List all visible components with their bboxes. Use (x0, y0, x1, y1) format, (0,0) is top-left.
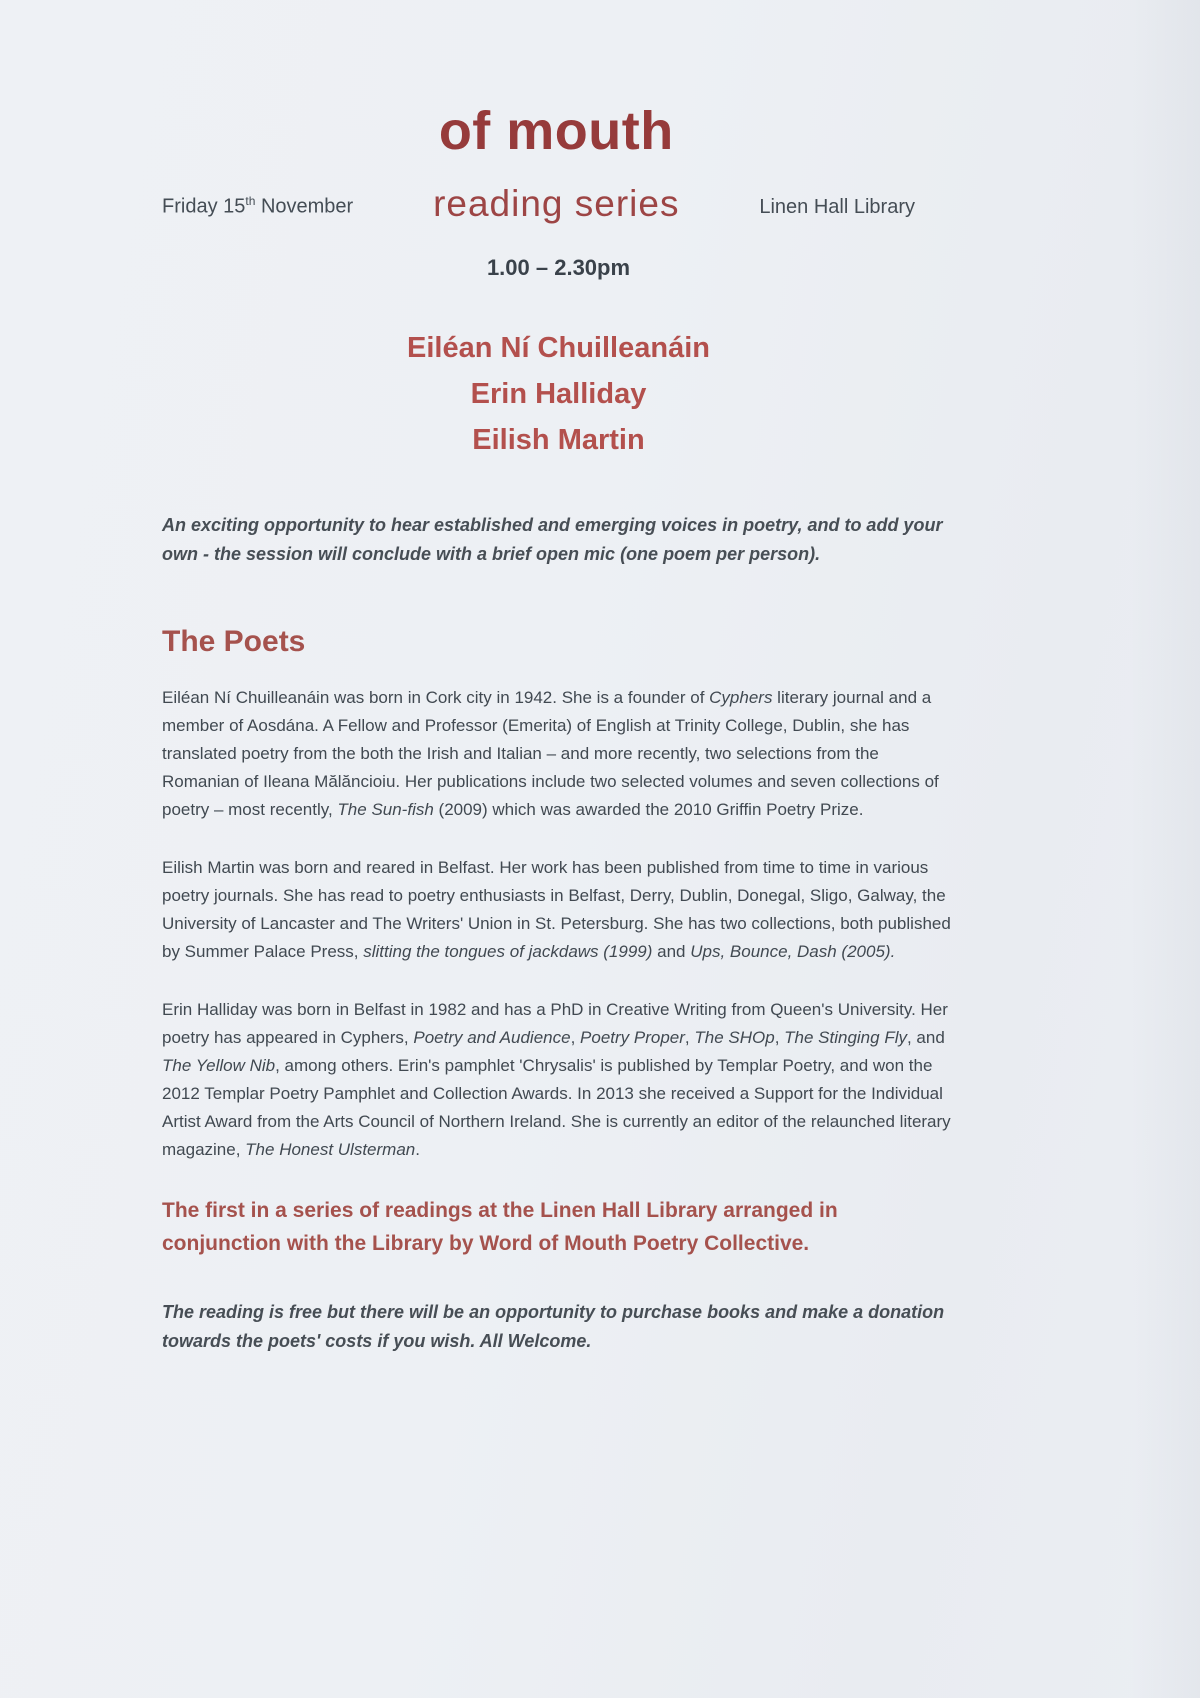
poet-name-eilish: Eilish Martin (472, 423, 645, 456)
footer-note: The reading is free but there will be an opportunity to purchase books and make a donation towards the poets' costs if you wish. All Welcome. (162, 1301, 945, 1351)
poet-name-erin: Erin Halliday (470, 377, 647, 410)
event-date-month: November (255, 195, 354, 218)
intro-text: An exciting opportunity to hear established and emerging voices in poetry, and to add your own - the session will conclude with a brief open mic (one poem per person). (162, 514, 943, 564)
bio-eilish-martin: Eilish Martin was born and reared in Belfast. Her work has been published from time to time in various poetry journals. She has read to poetry enthusiasts in Belfast, Derry, Dublin, Donegal, Sligo, Galway, the University of Lancaster and The Writers' Union in St. Petersburg. She has two collections, both published by Summer Palace Press, slitting the tongues of jackdaws (1999) and Ups, Bounce, Dash (2005). (162, 857, 951, 961)
bio-erin-halliday: Erin Halliday was born in Belfast in 1982 and has a PhD in Creative Writing from Queen's University. Her poetry has appeared in Cyphers, Poetry and Audience, Poetry Proper, The SHOp, The Stinging Fly, and The Yellow Nib, among others. Erin's pamphlet 'Chrysalis' is published by Templar Poetry, and won the 2012 Templar Poetry Pamphlet and Collection Awards. In 2013 she received a Support for the Individual Artist Award from the Arts Council of Northern Ireland. She is currently an editor of the relaunched literary magazine, The Honest Ulsterman. (162, 999, 951, 1159)
event-date (162, 194, 353, 225)
poet-name-eilean: Eiléan Ní Chuilleanáin (407, 331, 710, 364)
venue-name: Linen Hall Library (759, 195, 915, 218)
masthead-row (162, 100, 955, 225)
bio-eilean-ni-chuilleanain: Eiléan Ní Chuilleanáin was born in Cork city in 1942. She is a founder of Cyphers literary journal and a member of Aosdána. A Fellow and Professor (Emerita) of English at Trinity College, Dublin, she has translated poetry from the both the Irish and Italian – and more recently, two selections from the Romanian of Ileana Mălăncioiu. Her publications include two selected volumes and seven collections of poetry – most recently, The Sun-fish (2009) which was awarded the 2010 Griffin Poetry Prize. (162, 687, 939, 819)
event-time: 1.00 – 2.30pm (486, 254, 631, 280)
section-heading-the-poets: The Poets (162, 624, 306, 658)
series-title: of mouth (438, 101, 674, 161)
event-date-ordinal: th (245, 194, 256, 209)
closing-statement: The first in a series of readings at the Linen Hall Library arranged in conjunction with the Library by Word of Mouth Poetry Collective. (162, 1198, 838, 1255)
poet-name-list (162, 325, 955, 463)
title-stack (433, 100, 679, 225)
series-subtitle: reading series (433, 183, 680, 225)
masthead (162, 100, 955, 281)
event-date-day: Friday 15 (162, 195, 246, 218)
